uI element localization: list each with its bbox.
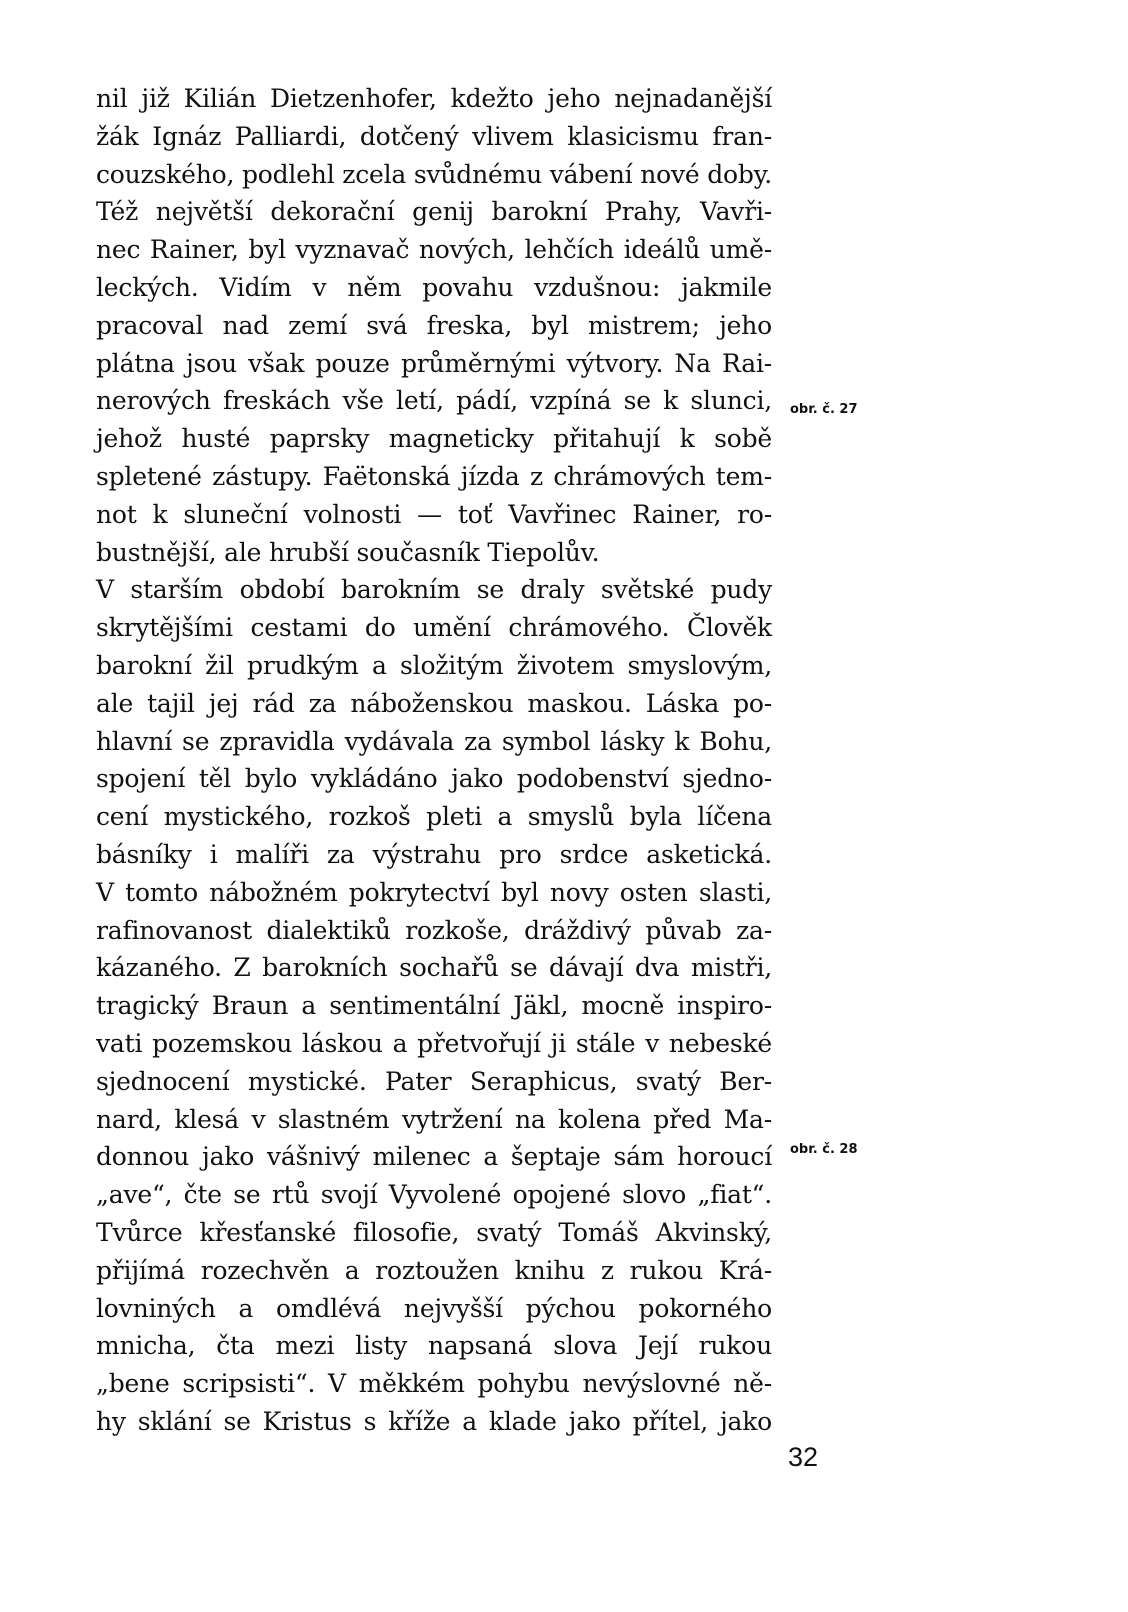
text-line: hy sklání se Kristus s kříže a klade jako přítel, jako: [96, 1406, 772, 1436]
text-line: rafinovanost dialektiků rozkoše, dráždivý půvab za-: [96, 915, 772, 945]
text-line: pracoval nad zemí svá freska, byl mistrem; jeho: [96, 310, 772, 340]
text-line: nec Rainer, byl vyznavač nových, lehčích ideálů umě-: [96, 235, 772, 265]
text-line: Tvůrce křesťanské filosofie, svatý Tomáš Akvinský,: [96, 1217, 772, 1247]
text-line: ale tajil jej rád za náboženskou maskou. Láska po-: [96, 688, 772, 718]
text-line: skrytějšími cestami do umění chrámového. Člověk: [96, 613, 772, 643]
text-line: „bene scripsisti“. V měkkém pohybu nevýslovné ně-: [96, 1369, 772, 1399]
text-line: „ave“, čte se rtů svojí Vyvolené opojené slovo „fiat“.: [96, 1180, 772, 1210]
text-line: donnou jako vášnivý milenec a šeptaje sám horoucí: [96, 1142, 772, 1172]
body-text: [96, 80, 772, 1441]
text-line: barokní žil prudkým a složitým životem smyslovým,: [96, 650, 772, 680]
text-line: V tomto nábožném pokrytectví byl novy osten slasti,: [96, 877, 772, 907]
text-line: Též největší dekorační genij barokní Prahy, Vavři-: [96, 197, 772, 227]
margin-note-figure-27: obr. č. 27: [790, 402, 858, 417]
text-line: přijímá rozechvěn a roztoužen knihu z rukou Krá-: [96, 1255, 772, 1285]
page-number: 32: [788, 1442, 819, 1472]
text-line: kázaného. Z barokních sochařů se dávají dva mistři,: [96, 953, 772, 983]
text-line: not k sluneční volnosti — toť Vavřinec Rainer, ro-: [96, 499, 772, 529]
text-line: couzského, podlehl zcela svůdnému vábení nové doby.: [96, 159, 773, 189]
text-line: sjednocení mystické. Pater Seraphicus, svatý Ber-: [96, 1066, 772, 1096]
text-line: tragický Braun a sentimentální Jäkl, mocně inspiro-: [96, 991, 772, 1021]
text-line: básníky i malíři za výstrahu pro srdce asketická.: [96, 839, 772, 869]
text-line: hlavní se zpravidla vydávala za symbol lásky k Bohu,: [96, 726, 772, 756]
text-line: nil již Kilián Dietzenhofer, kdežto jeho nejnadanější: [96, 84, 772, 113]
text-line: bustnější, ale hrubší současník Tiepolův.: [96, 537, 600, 567]
text-line: mnicha, čta mezi listy napsaná slova Její rukou: [96, 1331, 772, 1361]
text-line: vati pozemskou láskou a přetvořují ji stále v nebeské: [96, 1028, 772, 1058]
text-line: jehož husté paprsky magneticky přitahují k sobě: [96, 424, 772, 454]
text-line: plátna jsou však pouze průměrnými výtvory. Na Rai-: [96, 348, 772, 378]
text-line: spojení těl bylo vykládáno jako podobenství sjedno-: [96, 764, 772, 794]
text-line: V starším období barokním se draly světské pudy: [96, 575, 772, 605]
text-line: nerových freskách vše letí, pádí, vzpíná se k slunci,: [96, 386, 772, 416]
margin-note-figure-28: obr. č. 28: [790, 1142, 858, 1157]
text-line: lovniných a omdlévá nejvyšší pýchou pokorného: [96, 1293, 772, 1323]
text-line: žák Ignáz Palliardi, dotčený vlivem klasicismu fran-: [96, 121, 772, 151]
text-line: nard, klesá v slastném vytržení na kolena před Ma-: [96, 1104, 772, 1134]
text-line: cení mystického, rozkoš pleti a smyslů byla líčena: [96, 802, 772, 832]
text-line: spletené zástupy. Faëtonská jízda z chrámových tem-: [96, 461, 772, 491]
text-line: leckých. Vidím v něm povahu vzdušnou: jakmile: [96, 272, 772, 302]
